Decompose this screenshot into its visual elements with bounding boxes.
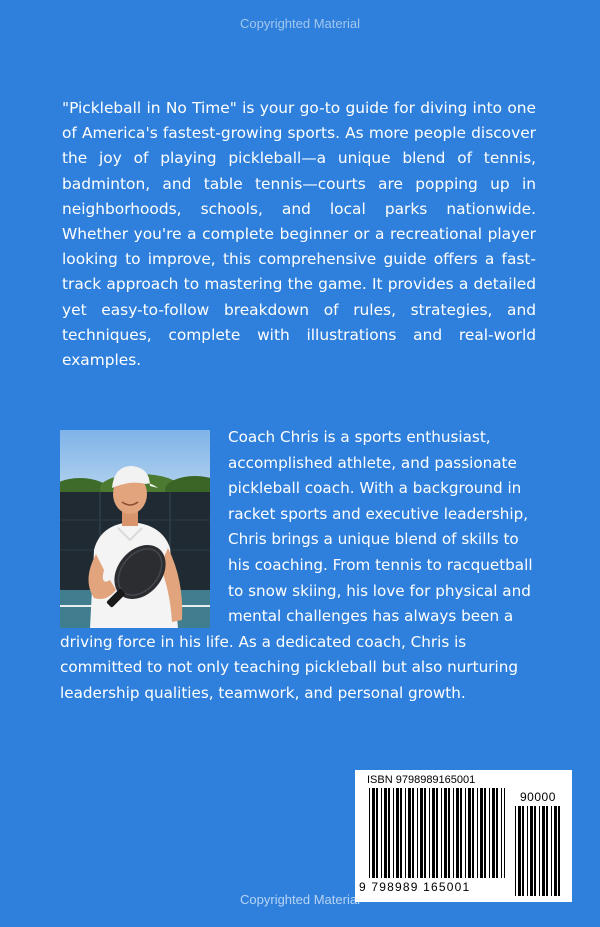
barcode-bar <box>496 788 498 878</box>
barcode-bar <box>551 806 552 896</box>
barcode-bar <box>480 788 483 878</box>
barcode-bar <box>527 806 528 896</box>
barcode-bar <box>384 788 387 878</box>
author-bio: Coach Chris is a sports enthusiast, accomplished athlete, and passionate pickleball coach. With a background in racket sports and executive leadership, Chris brings a unique blend of skills to his coaching. From tennis to racquetball to snow skiing, his love for physical and mental challenges has always been a driving force in his life. As a dedicated coach, Chris is committed to not only teaching pickleball but also nurturing leadership qualities, teamwork, and personal growth. <box>60 428 533 702</box>
barcode-bar <box>515 806 516 896</box>
copyright-watermark-top: Copyrighted Material <box>240 16 360 31</box>
barcode-bar <box>429 788 430 878</box>
barcode-bar <box>424 788 426 878</box>
copyright-watermark-bottom: Copyrighted Material <box>240 892 360 907</box>
barcode-bar <box>484 788 486 878</box>
isbn-label: ISBN 9798989165001 <box>367 774 476 786</box>
barcode-bar <box>554 806 557 896</box>
barcode-bar <box>489 788 490 878</box>
barcode-bar <box>542 806 545 896</box>
isbn-digits: 9 798989 165001 <box>359 880 471 894</box>
barcode-bar <box>436 788 438 878</box>
barcode-bar <box>534 806 536 896</box>
barcode-bar <box>522 806 524 896</box>
barcode-bar <box>372 788 375 878</box>
barcode-bar <box>412 788 414 878</box>
photo-spacer <box>60 425 228 629</box>
barcode-bar <box>558 806 560 896</box>
barcode-bar <box>376 788 378 878</box>
barcode-bar <box>546 806 548 896</box>
isbn-barcode <box>355 770 572 902</box>
barcode-bar <box>453 788 454 878</box>
barcode-bar <box>472 788 474 878</box>
barcode-bar <box>369 788 370 878</box>
barcode-bar <box>468 788 471 878</box>
barcode-bar <box>460 788 462 878</box>
barcode-bar <box>456 788 459 878</box>
barcode-bar <box>388 788 390 878</box>
barcode-bar <box>504 788 505 878</box>
barcode-bar <box>539 806 540 896</box>
barcode-bar <box>501 788 502 878</box>
barcode-bar <box>396 788 399 878</box>
book-description: "Pickleball in No Time" is your go-to guide for diving into one of America's fastest-growing sports. As more people discover the joy of playing pickleball—a unique blend of tennis, badminton, and table tennis—courts are popping up in neighborhoods, schools, and local parks nationwide. Whether you're a complete beginner or a recreational player looking to improve, this comprehensive guide offers a fast-track approach to mastering the game. It provides a detailed yet easy-to-follow breakdown of rules, strategies, and techniques, complete with illustrations and real-world examples. <box>62 99 536 370</box>
barcode-bar <box>441 788 442 878</box>
barcode-bar <box>492 788 495 878</box>
barcode-bar <box>444 788 447 878</box>
author-bio-block <box>60 425 538 707</box>
barcode-bar <box>432 788 435 878</box>
barcode-bar <box>408 788 411 878</box>
barcode-bar <box>530 806 533 896</box>
barcode-bar <box>448 788 450 878</box>
barcode-bar <box>381 788 382 878</box>
barcode-bar <box>518 806 521 896</box>
barcode-bar <box>420 788 423 878</box>
barcode-bar <box>477 788 478 878</box>
barcode-bar <box>400 788 402 878</box>
price-code: 90000 <box>520 790 556 804</box>
barcode-bar <box>465 788 466 878</box>
barcode-bar <box>405 788 406 878</box>
barcode-bar <box>393 788 394 878</box>
barcode-bar <box>417 788 418 878</box>
